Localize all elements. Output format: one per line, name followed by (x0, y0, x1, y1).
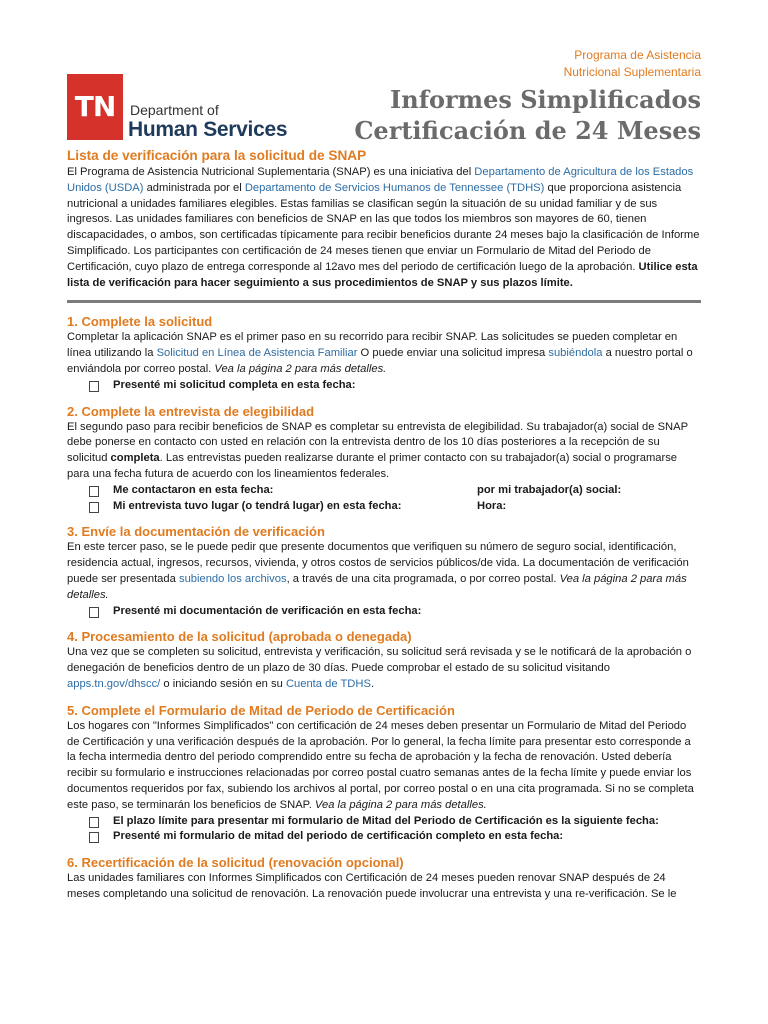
checkbox[interactable] (89, 502, 99, 513)
s5-see-page-2: Vea la página 2 para más detalles. (314, 798, 487, 811)
section-5-heading: 5. Complete el Formulario de Mitad de Periodo de Certificación (67, 702, 455, 718)
tn-dhs-logo (67, 74, 307, 140)
checkbox[interactable] (89, 486, 99, 497)
s1-text-b: O puede enviar una solicitud impresa (357, 347, 549, 360)
section-6-text: Las unidades familiares con Informes Simplificados con Certificación de 24 meses pueden renovar SNAP después de 24 meses completando una solicitud de renovación. La renovación puede involucrar una entrevista y una re-verificación. Se le (67, 872, 677, 900)
s5-text-a: Los hogares con "Informes Simplificados" con certificación de 24 meses deben presentar un Formulario de Mitad del Periodo de Certificación y una verificación después de la aprobación. Por lo general, la fecha límite para presentar esto corresponde a la fecha intermedia dentro del periodo comprendido entre su fecha de aprobación y la fecha de renovación. Usted debería recibir su formulario e instrucciones relacionadas por correo postal cuatro semanas antes de la fecha límite y puede enviar los documentos requeridos por fax, subiendo los archivos al portal, por correo postal o en una cita programada. Si no se completa este paso, se terminarán los beneficios de SNAP. (67, 719, 694, 811)
section-3-text (67, 540, 701, 603)
title-line-1: Informes Simplificados (390, 85, 701, 114)
program-line-2: Nutricional Suplementaria (563, 65, 701, 79)
checklist-item[interactable] (67, 814, 701, 830)
program-line-1: Programa de Asistencia (574, 48, 701, 62)
upload-link[interactable]: subiéndola (548, 347, 603, 360)
checklist-item[interactable] (67, 483, 701, 499)
checkbox[interactable] (89, 817, 99, 828)
s1-text-c: a nuestro portal o enviándola por correo postal. (67, 347, 693, 375)
tdhs-account-link[interactable]: Cuenta de TDHS (285, 677, 371, 690)
s4-text-c: . (370, 677, 375, 690)
checkbox[interactable] (89, 381, 99, 392)
check-label: Me contactaron en esta fecha: (113, 483, 274, 496)
checklist-item[interactable] (67, 378, 701, 394)
s2-text-b: . Las entrevistas pueden realizarse durante el primer contacto con su trabajador(a) social o programarse para una fecha futura de acuerdo con los lineamientos federales. (67, 452, 678, 480)
s4-text-a: Una vez que se completen su solicitud, entrevista y verificación, su solicitud será revisada y se le notificará de la aprobación o denegación de beneficios dentro de un plazo de 30 días. Puede comprobar el estado de su solicitud visitando (67, 646, 692, 675)
upload-files-link[interactable]: subiendo los archivos (178, 572, 287, 585)
s1-text-a: Completar la aplicación SNAP es el primer paso en su recorrido para recibir SNAP. Las solicitudes se pueden completar en línea utilizando la (67, 331, 678, 360)
check-label-right: por mi trabajador(a) social: (477, 483, 622, 496)
tdhs-link[interactable]: Departamento de Servicios Humanos de Tennessee (TDHS) (244, 181, 545, 194)
s3-text-b: , a través de una cita programada, o por correo postal. (286, 572, 560, 585)
checkbox[interactable] (89, 607, 99, 618)
s2-text-a: El segundo paso para recibir beneficios de SNAP es completar su entrevista de elegibilidad. Su trabajador(a) social de SNAP debe ponerse en contacto con usted en relación con la entrevista dentro de los 10 días posteriores a la recepción de su solicitud (67, 420, 688, 465)
section-divider (67, 300, 701, 303)
check-label: Mi entrevista tuvo lugar (o tendrá lugar) en esta fecha: (113, 499, 402, 512)
usda-link[interactable]: Departamento de Agricultura de los Estados Unidos (USDA) (67, 166, 694, 194)
s4-text-b: o iniciando sesión en su (160, 677, 286, 690)
checklist-item[interactable] (67, 829, 701, 845)
checklist-item[interactable] (67, 604, 701, 620)
logo-dept-line-2: Human Services (128, 118, 288, 141)
intro-bold-note: Utilice esta lista de verificación para hacer seguimiento a sus procedimientos de SNAP y sus plazos límite. (67, 260, 698, 289)
section-1-heading: 1. Complete la solicitud (67, 314, 213, 330)
intro-text-b: administrada por el (143, 181, 245, 194)
s1-see-page-2: Vea la página 2 para más detalles. (214, 362, 387, 375)
section-5-text (67, 719, 701, 814)
section-3-heading: 3. Envíe la documentación de verificación (67, 524, 325, 540)
intro-text-a: El Programa de Asistencia Nutricional Suplementaria (SNAP) es una iniciativa del (67, 166, 475, 178)
s3-text-a: En este tercer paso, se le puede pedir que presente documentos que verifiquen su número de seguro social, identificación, residencia actual, ingresos, recursos, vivienda, y otros costos de servicios públicos/de vida. La documentación de verificación puede ser presentada (67, 541, 689, 585)
section-2-text (67, 420, 701, 483)
title-line-2: Certificación de 24 Meses (354, 116, 701, 145)
section-2-heading: 2. Complete la entrevista de elegibilidad (67, 403, 315, 419)
checklist-item[interactable] (67, 499, 701, 515)
tn-logo-box: TN (67, 74, 123, 140)
check-label: El plazo límite para presentar mi formulario de Mitad del Periodo de Certificación es la siguiente fecha: (113, 814, 659, 827)
section-1-text (67, 330, 701, 377)
program-name (564, 47, 701, 81)
s2-bold-completa: completa (110, 452, 160, 465)
s3-see-page-2: Vea la página 2 para más detalles. (67, 572, 687, 601)
dhscc-link[interactable]: apps.tn.gov/dhscc/ (67, 677, 161, 690)
main-content (67, 147, 701, 903)
checklist-heading: Lista de verificación para la solicitud de SNAP (67, 148, 367, 163)
online-application-link[interactable]: Solicitud en Línea de Asistencia Familiar (156, 347, 358, 360)
logo-dept-line-1: Department of (130, 102, 219, 118)
check-label-right: Hora: (477, 499, 507, 512)
document-title (354, 84, 701, 146)
check-label: Presenté mi solicitud completa en esta fecha: (113, 378, 356, 391)
checkbox[interactable] (89, 832, 99, 843)
check-label: Presenté mi formulario de mitad del periodo de certificación completo en esta fecha: (113, 830, 564, 843)
intro-text-c: que proporciona asistencia nutricional a unidades familiares elegibles. Estas familias se clasifican según la situación de su unidad familiar y de sus ingresos. Las unidades familiares con beneficios de SNAP en las que todos los miembros son mayores de 60, tienen discapacidades, o ambos, son certificadas típicamente para recibir beneficios durante 24 meses bajo la clasificación de Informe Simplificado. Los participantes con certificación de 24 meses tienen que enviar un Formulario de Mitad del Periodo de Certificación, cuyo plazo de entrega corresponde al 12avo mes del periodo de certificación luego de la aprobación. (67, 181, 700, 273)
section-6-heading: 6. Recertificación de la solicitud (renovación opcional) (67, 855, 404, 871)
check-label: Presenté mi documentación de verificación en esta fecha: (113, 604, 422, 617)
intro-paragraph (67, 165, 701, 291)
section-4-text (67, 645, 701, 692)
section-4-heading: 4. Procesamiento de la solicitud (aprobada o denegada) (67, 629, 412, 645)
